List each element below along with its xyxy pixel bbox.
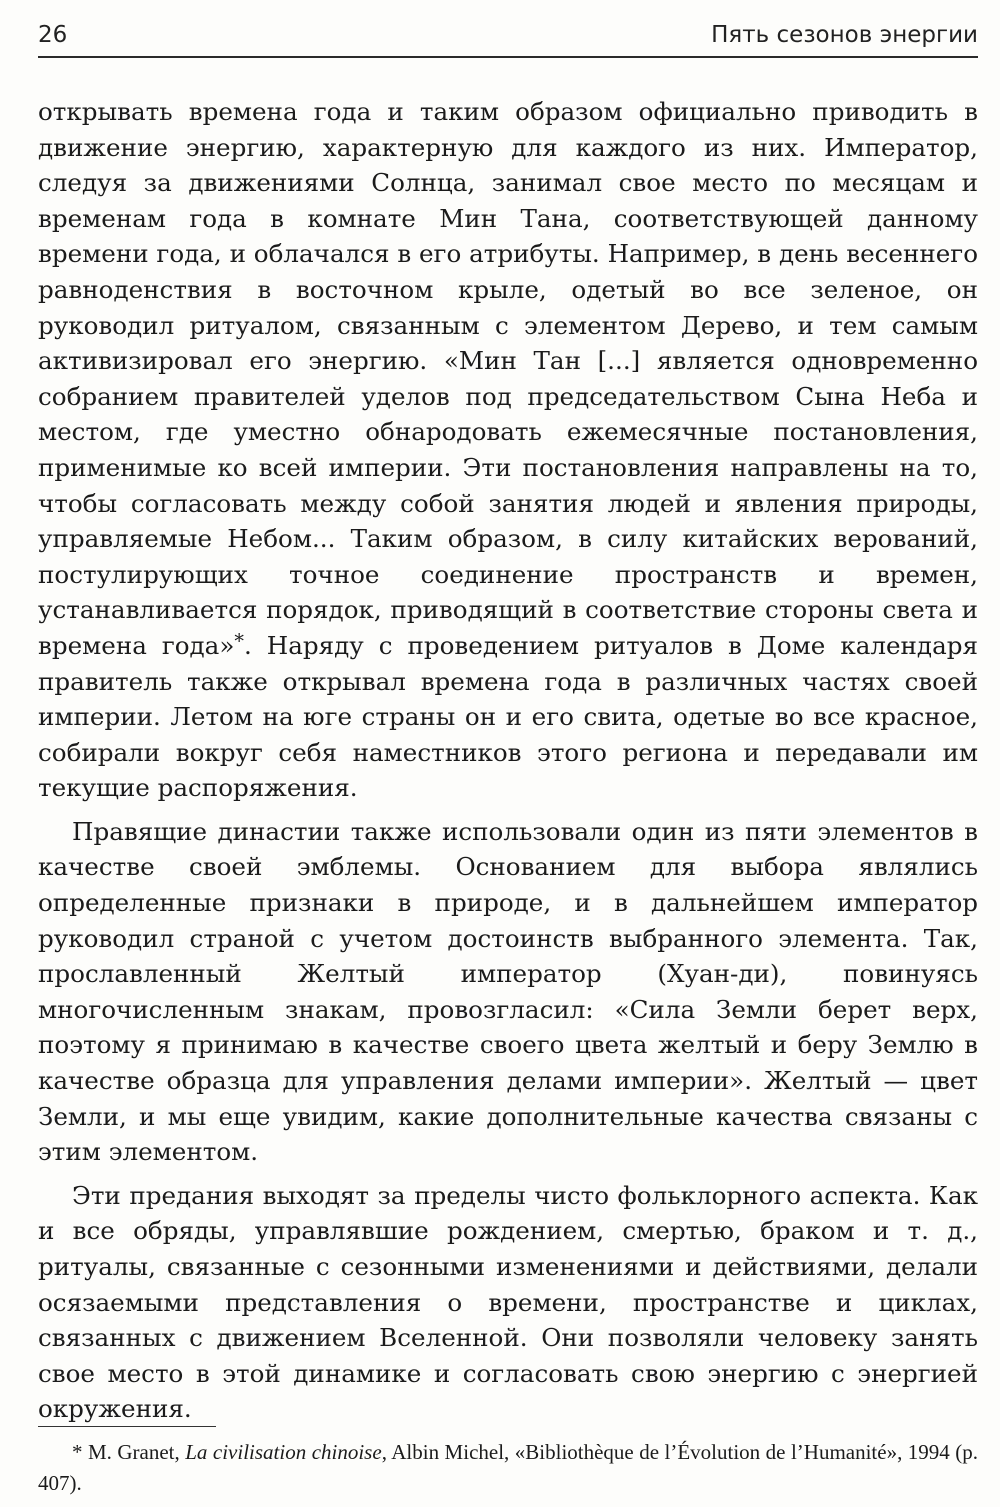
paragraph-1	[38, 94, 978, 806]
body-text	[38, 94, 978, 1427]
footnote-author: M. Granet,	[87, 1440, 180, 1464]
paragraph-3: Эти предания выходят за пределы чисто фольклорного аспекта. Как и все обряды, управлявшие рождением, смертью, браком и т. д., ритуалы, связанные с сезонными изменениями и действиями, делали осязаемыми представления о времени, пространстве и циклах, связанных с движением Вселенной. Они позволяли человеку занять свое место в этой динамике и согласовать свою энергию с энергией окружения.	[38, 1180, 978, 1424]
footnote-reference[interactable]: *	[234, 629, 244, 653]
footnote-details: , Albin Michel, «Bibliothèque de l’Évolution de l’Humanité», 1994 (p. 407).	[38, 1440, 979, 1495]
footnote-title: La civilisation chinoise	[185, 1440, 382, 1464]
paragraph-2: Правящие династии также использовали один из пяти элементов в качестве своей эмблемы. Основанием для выбора являлись определенные признаки в природе, и в дальнейшем император руководил страной с учетом достоинств выбранного элемента. Так, прославленный Желтый император (Хуан-ди), повинуясь многочисленным знакам, провозгласил: «Сила Земли берет верх, поэтому я принимаю в качестве своего цвета желтый и беру Землю в качестве образца для управления делами империи». Желтый — цвет Земли, и мы еще увидим, какие дополнительные качества связаны с этим элементом.	[38, 816, 978, 1167]
paragraph-1-text: открывать времена года и таким образом официально приводить в движение энергию, характерную для каждого из них. Император, следуя за движениями Солнца, занимал свое место по месяцам и временам года в комнате Мин Тана, соответствующей данному времени года, и облачался в его атрибуты. Например, в день весеннего равноденствия в восточном крыле, одетый во все зеленое, он руководил ритуалом, связанным с элементом Дерево, и тем самым активизировал его энергию. «Мин Тан [...] является одновременно собранием правителей уделов под председательством Сына Неба и местом, где уместно обнародовать ежемесячные постановления, применимые ко всей империи. Эти постановления направлены на то, чтобы согласовать между собой занятия людей и явления природы, управляемые Небом... Таким образом, в силу китайских верований, постулирующих точное соединение пространств и времен, устанавливается порядок, приводящий в соответствие стороны света и времена года»	[38, 97, 978, 660]
footnote	[38, 1437, 978, 1499]
running-header	[38, 20, 978, 58]
paragraph-1-continuation: . Наряду с проведением ритуалов в Доме календаря правитель также открывал времена года в различных частях своей империи. Летом на юге страны он и его свита, одетые во все красное, собирали вокруг себя наместников этого региона и передавали им текущие распоряжения.	[38, 630, 978, 803]
footnote-divider	[38, 1426, 216, 1427]
page-number: 26	[38, 22, 68, 48]
footnote-mark: *	[72, 1440, 83, 1464]
running-title: Пять сезонов энергии	[711, 22, 978, 48]
